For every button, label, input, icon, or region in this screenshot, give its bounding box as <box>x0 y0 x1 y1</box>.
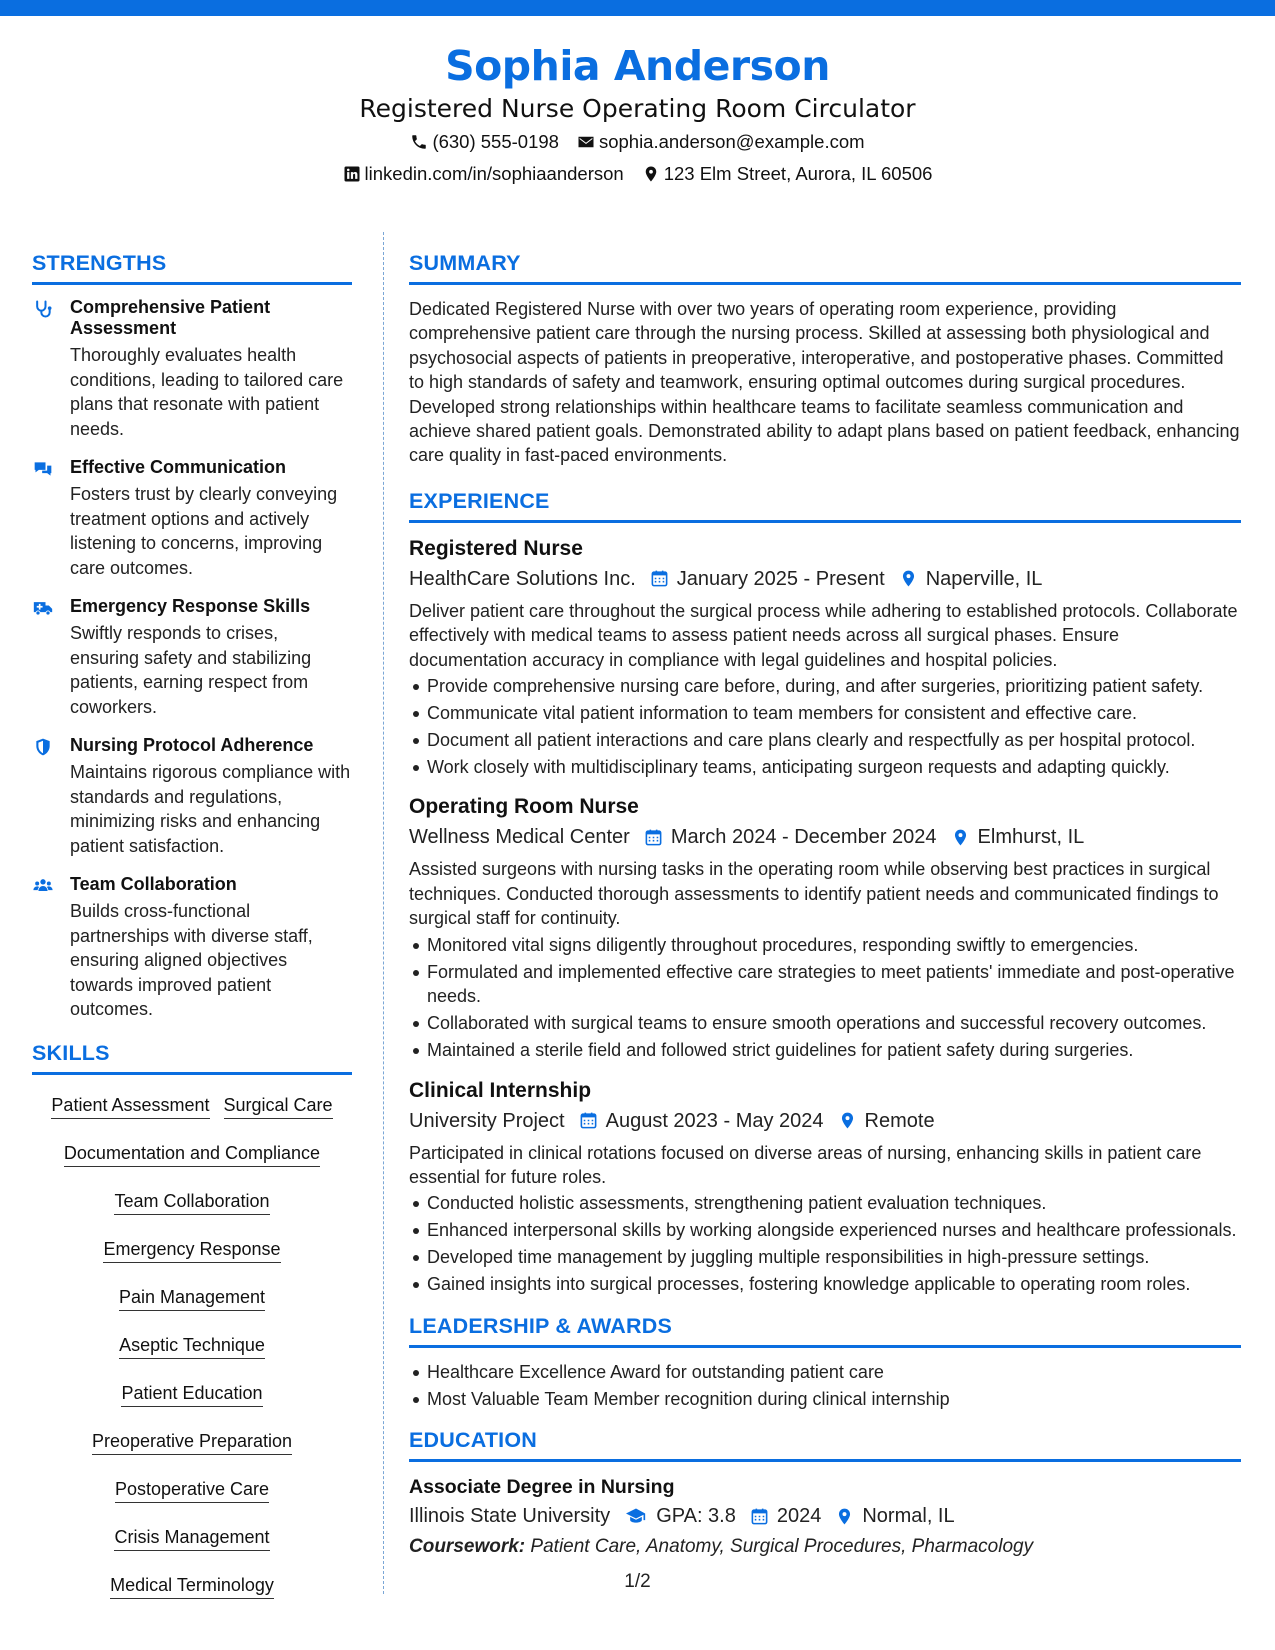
skill-tag: Documentation and Compliance <box>64 1141 320 1167</box>
bullet-item: Communicate vital patient information to team members for consistent and effective care. <box>409 701 1241 725</box>
coursework-text: Patient Care, Anatomy, Surgical Procedures, Pharmacology <box>530 1536 1034 1558</box>
skill-tag: Preoperative Preparation <box>92 1429 292 1455</box>
address-text: 123 Elm Street, Aurora, IL 60506 <box>663 163 933 184</box>
map-pin-icon <box>835 1507 854 1526</box>
experience-heading: EXPERIENCE <box>409 486 1241 523</box>
job-meta <box>409 563 1241 595</box>
strength-description: Maintains rigorous compliance with standards and regulations, minimizing risks and enhancing patient satisfaction. <box>70 762 351 856</box>
page-number: 1/2 <box>624 1571 651 1592</box>
envelope-icon <box>577 133 595 151</box>
strength-item <box>32 596 352 719</box>
graduation-cap-icon <box>624 1506 648 1526</box>
strength-description: Swiftly responds to crises, ensuring safety and stabilizing patients, earning respect from coworkers. <box>70 623 312 717</box>
skill-tag: Aseptic Technique <box>119 1333 265 1359</box>
job-title: Clinical Internship <box>409 1078 592 1102</box>
school-location: Normal, IL <box>862 1505 955 1528</box>
job-description: Assisted surgeons with nursing tasks in the operating room while observing best practices in surgical techniques. Conducted thorough assessments to identify patient needs and communicated findings to surgical staff for continuity. <box>409 859 1219 929</box>
comments-icon <box>32 459 54 479</box>
skill-tag: Patient Education <box>121 1381 262 1407</box>
coursework <box>409 1532 1241 1562</box>
job-bullets <box>409 674 1241 779</box>
job-dates: August 2023 - May 2024 <box>605 1109 824 1132</box>
calendar-icon <box>650 569 669 588</box>
phone-contact[interactable] <box>410 126 559 158</box>
job-company: Wellness Medical Center <box>409 826 630 849</box>
calendar-icon <box>644 828 663 847</box>
users-icon <box>32 876 54 896</box>
job-dates: January 2025 - Present <box>676 567 885 590</box>
map-pin-icon <box>838 1111 857 1130</box>
stethoscope-icon <box>32 299 54 319</box>
column-divider <box>383 232 384 1594</box>
ambulance-icon <box>32 598 54 618</box>
skills-heading: SKILLS <box>32 1038 352 1075</box>
strength-title: Nursing Protocol Adherence <box>70 735 314 755</box>
strength-item <box>32 735 352 858</box>
job-title: Registered Nurse <box>409 536 583 560</box>
bullet-item: Monitored vital signs diligently throughout procedures, responding swiftly to emergencies. <box>409 933 1241 957</box>
strength-title: Emergency Response Skills <box>70 596 311 616</box>
bullet-item: Gained insights into surgical processes, fostering knowledge applicable to operating room roles. <box>409 1272 1241 1296</box>
strength-description: Thoroughly evaluates health conditions, leading to tailored care plans that resonate with patient needs. <box>70 345 344 439</box>
contact-row-2 <box>0 158 1275 190</box>
strength-title: Team Collaboration <box>70 874 237 894</box>
skill-tag: Surgical Care <box>224 1093 333 1119</box>
bullet-item: Enhanced interpersonal skills by working alongside experienced nurses and healthcare professionals. <box>409 1218 1241 1242</box>
email-text: sophia.anderson@example.com <box>598 131 865 152</box>
candidate-name: Sophia Anderson <box>445 42 830 90</box>
job-meta <box>409 1105 1241 1137</box>
calendar-icon <box>579 1111 598 1130</box>
education-heading: EDUCATION <box>409 1425 1241 1462</box>
summary-heading: SUMMARY <box>409 248 1241 285</box>
gpa-text: GPA: 3.8 <box>656 1505 736 1528</box>
strength-item <box>32 874 352 1022</box>
skill-tag: Team Collaboration <box>114 1189 269 1215</box>
phone-text: (630) 555-0198 <box>432 131 559 152</box>
skills-list <box>32 1087 352 1615</box>
job-location: Naperville, IL <box>925 567 1043 590</box>
bullet-item: Collaborated with surgical teams to ensure smooth operations and successful recovery outcomes. <box>409 1011 1241 1035</box>
job-location: Elmhurst, IL <box>977 826 1085 849</box>
bullet-item: Conducted holistic assessments, strengthening patient evaluation techniques. <box>409 1191 1241 1215</box>
strengths-heading: STRENGTHS <box>32 248 352 285</box>
job-description: Participated in clinical rotations focused on diverse areas of nursing, enhancing skills in patient care essential for future roles. <box>409 1142 1202 1187</box>
address-contact <box>642 158 933 190</box>
job-entry <box>409 535 1241 780</box>
job-company: University Project <box>409 1109 565 1132</box>
strength-title: Effective Communication <box>70 457 287 477</box>
map-pin-icon <box>951 828 970 847</box>
map-pin-icon <box>899 569 918 588</box>
degree-title: Associate Degree in Nursing <box>409 1476 675 1499</box>
strength-description: Fosters trust by clearly conveying treatment options and actively listening to concerns, improving care outcomes. <box>70 484 338 578</box>
skill-tag: Medical Terminology <box>110 1573 274 1599</box>
job-description: Deliver patient care throughout the surgical process while adhering to established protocols. Collaborate effectively with medical teams to assess patient needs across all surgical phases. Ensure documentation accuracy in compliance with legal guidelines and hospital policies. <box>409 600 1238 670</box>
award-item: Most Valuable Team Member recognition during clinical internship <box>409 1387 1241 1411</box>
graduation-year: 2024 <box>776 1505 822 1528</box>
map-pin-icon <box>642 165 660 183</box>
calendar-icon <box>750 1507 769 1526</box>
skill-tag: Emergency Response <box>103 1237 280 1263</box>
skill-tag: Crisis Management <box>114 1525 269 1551</box>
email-contact[interactable] <box>577 126 865 158</box>
skill-tag: Postoperative Care <box>115 1477 269 1503</box>
bullet-item: Document all patient interactions and care plans clearly and respectfully as per hospital protocol. <box>409 728 1241 752</box>
left-column <box>32 248 352 1615</box>
linkedin-icon <box>343 165 361 183</box>
job-dates: March 2024 - December 2024 <box>670 826 937 849</box>
education-meta <box>409 1500 1241 1532</box>
job-bullets <box>409 1191 1241 1296</box>
resume-header <box>0 40 1275 190</box>
top-accent-bar <box>0 0 1275 16</box>
phone-icon <box>410 133 428 151</box>
bullet-item: Developed time management by juggling multiple responsibilities in high-pressure settings. <box>409 1245 1241 1269</box>
job-entry <box>409 1077 1241 1297</box>
right-column <box>409 248 1241 1562</box>
strength-title: Comprehensive Patient Assessment <box>70 297 271 338</box>
job-location: Remote <box>864 1109 935 1132</box>
bullet-item: Maintained a sterile field and followed strict guidelines for patient safety during surgeries. <box>409 1038 1241 1062</box>
linkedin-contact[interactable] <box>343 158 624 190</box>
school-name: Illinois State University <box>409 1505 611 1528</box>
skill-tag: Patient Assessment <box>51 1093 209 1119</box>
bullet-item: Formulated and implemented effective care strategies to meet patients' immediate and post-operative needs. <box>409 960 1241 1009</box>
strength-item <box>32 297 352 441</box>
summary-text: Dedicated Registered Nurse with over two years of operating room experience, providing comprehensive patient care through the nursing process. Skilled at assessing both physiological and psychosocial aspects of patients in preoperative, interoperative, and postoperative phases. Committed to high standards of safety and teamwork, ensuring optimal outcomes during surgical procedures. Developed strong relationships within healthcare teams to facilitate seamless communication and achieve shared patient goals. Demonstrated ability to adapt plans based on patient feedback, enhancing care quality in fast-paced environments. <box>409 299 1240 466</box>
shield-icon <box>32 737 54 757</box>
awards-heading: LEADERSHIP & AWARDS <box>409 1311 1241 1348</box>
job-title: Operating Room Nurse <box>409 795 639 819</box>
contact-row-1 <box>0 126 1275 158</box>
skill-tag: Pain Management <box>119 1285 265 1311</box>
linkedin-text: linkedin.com/in/sophiaanderson <box>364 163 624 184</box>
job-meta <box>409 821 1241 853</box>
coursework-label: Coursework: <box>409 1536 526 1558</box>
strength-item <box>32 457 352 580</box>
candidate-title: Registered Nurse Operating Room Circulator <box>359 94 916 123</box>
job-bullets <box>409 933 1241 1063</box>
strength-description: Builds cross-functional partnerships with diverse staff, ensuring aligned objectives towards improved patient outcomes. <box>70 901 313 1019</box>
bullet-item: Provide comprehensive nursing care before, during, and after surgeries, prioritizing patient safety. <box>409 674 1241 698</box>
bullet-item: Work closely with multidisciplinary teams, anticipating surgeon requests and adapting quickly. <box>409 755 1241 779</box>
awards-list <box>409 1360 1241 1411</box>
award-item: Healthcare Excellence Award for outstanding patient care <box>409 1360 1241 1384</box>
job-company: HealthCare Solutions Inc. <box>409 567 636 590</box>
job-entry <box>409 793 1241 1062</box>
